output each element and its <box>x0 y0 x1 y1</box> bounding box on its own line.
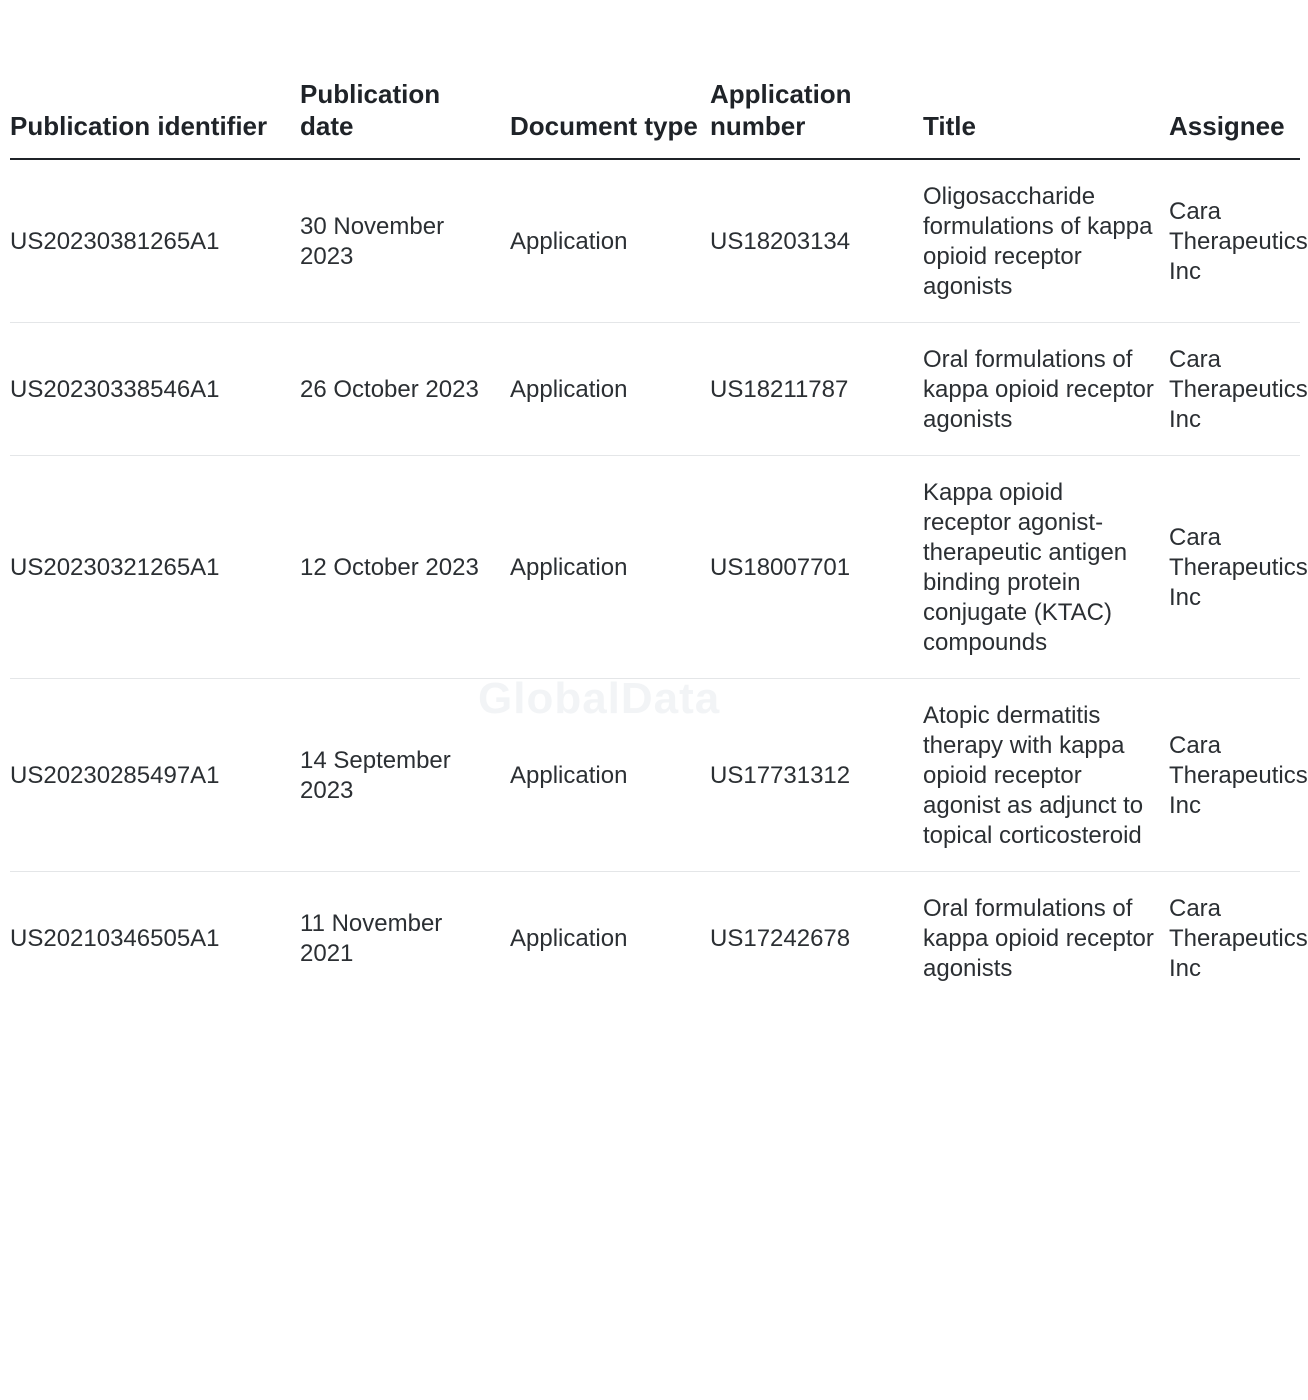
cell-assignee: Cara Therapeutics Inc <box>1169 679 1300 872</box>
header-publication-identifier: Publication identifier <box>10 78 300 159</box>
cell-document-type: Application <box>510 323 710 456</box>
cell-publication-date: 30 November 2023 <box>300 159 510 323</box>
cell-application-number: US17242678 <box>710 925 851 952</box>
patents-table <box>10 78 1308 1004</box>
cell-title: Atopic dermatitis therapy with kappa opioid receptor agonist as adjunct to topical corticosteroid <box>923 679 1169 872</box>
cell-application-number: US17731312 <box>710 679 923 872</box>
cell-publication-identifier: US20210346505A1 <box>10 925 220 952</box>
cell-application-number: US18203134 <box>710 159 923 323</box>
cell-publication-identifier: US20230321265A1 <box>10 456 300 679</box>
table-row <box>10 323 1300 456</box>
header-row <box>10 78 1300 159</box>
patents-table-container <box>10 78 1308 1004</box>
table-row <box>10 159 1300 323</box>
cell-title: Oral formulations of kappa opioid receptor agonists <box>923 895 1154 982</box>
header-title: Title <box>923 78 1169 159</box>
cell-application-number: US18211787 <box>710 323 923 456</box>
cell-assignee: Cara Therapeutics Inc <box>1169 895 1308 982</box>
cell-publication-date: 26 October 2023 <box>300 323 510 456</box>
table-row <box>10 872 1300 1005</box>
cell-publication-identifier: US20230338546A1 <box>10 323 300 456</box>
cell-assignee: Cara Therapeutics Inc <box>1169 323 1300 456</box>
cell-publication-identifier: US20230381265A1 <box>10 159 300 323</box>
cell-title: Kappa opioid receptor agonist-therapeutic antigen binding protein conjugate (KTAC) compounds <box>923 456 1169 679</box>
cell-document-type: Application <box>510 456 710 679</box>
header-application-number: Application number <box>710 78 923 159</box>
cell-document-type: Application <box>510 159 710 323</box>
cell-assignee: Cara Therapeutics Inc <box>1169 159 1300 323</box>
cell-title: Oligosaccharide formulations of kappa opioid receptor agonists <box>923 159 1169 323</box>
table-body <box>10 159 1308 1004</box>
table-row <box>10 679 1300 872</box>
cell-application-number: US18007701 <box>710 456 923 679</box>
cell-publication-identifier: US20230285497A1 <box>10 679 300 872</box>
cell-publication-date: 12 October 2023 <box>300 456 510 679</box>
cell-document-type: Application <box>510 679 710 872</box>
cell-publication-date: 14 September 2023 <box>300 679 510 872</box>
table-header <box>10 78 1300 159</box>
cell-publication-date: 11 November 2021 <box>300 910 443 967</box>
cell-document-type: Application <box>510 925 628 952</box>
watermark: GlobalData <box>478 674 721 723</box>
header-assignee: Assignee <box>1169 78 1300 159</box>
cell-assignee: Cara Therapeutics Inc <box>1169 456 1300 679</box>
header-publication-date: Publication date <box>300 78 510 159</box>
cell-title: Oral formulations of kappa opioid receptor agonists <box>923 323 1169 456</box>
header-document-type: Document type <box>510 78 710 159</box>
table-row <box>10 456 1300 679</box>
